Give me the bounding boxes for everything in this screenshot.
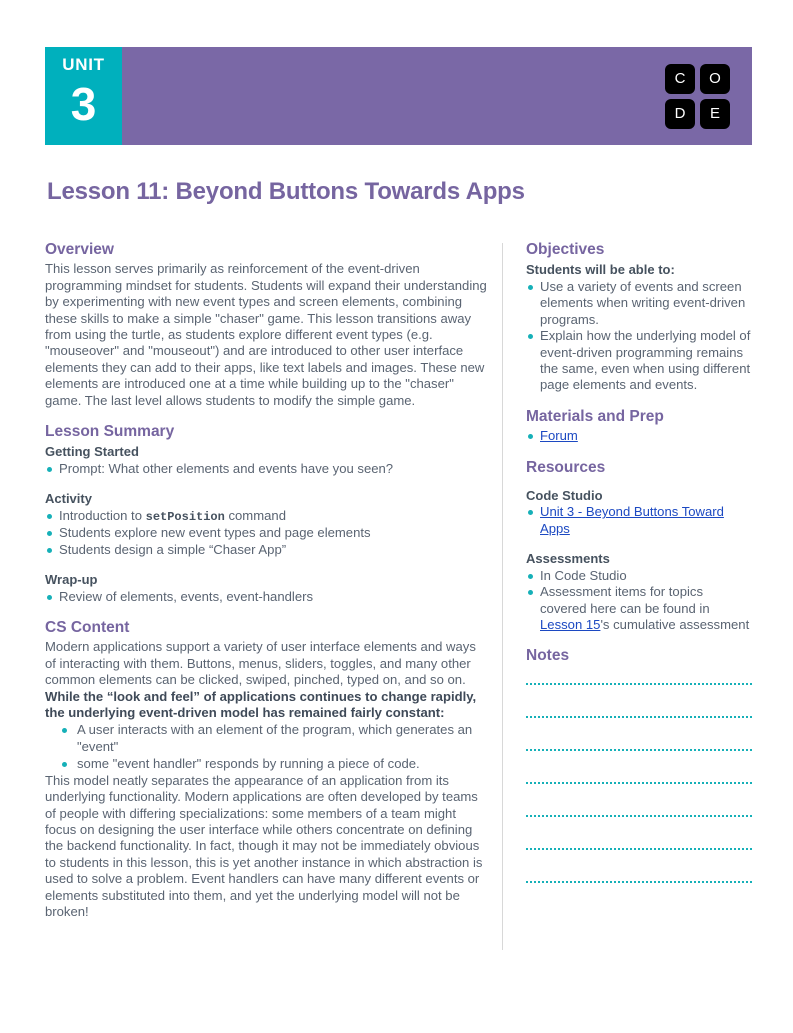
right-column: [526, 240, 752, 914]
cs-content-bullets: [45, 722, 488, 772]
spacer: [45, 605, 488, 618]
unit-header-banner: [45, 47, 752, 145]
objectives-heading: Objectives: [526, 241, 605, 258]
list-item: [45, 508, 488, 525]
list-item: Students design a simple “Chaser App”: [45, 542, 488, 558]
unit-badge: [45, 47, 122, 145]
activity-list: [45, 508, 488, 558]
list-item: Use a variety of events and screen elements when writing event-driven programs.: [526, 279, 752, 328]
list-item: some "event handler" responds by running a piece of code.: [45, 756, 488, 772]
objectives-subheading: Students will be able to:: [526, 262, 675, 278]
assessment-text-post: 's cumulative assessment: [600, 617, 750, 633]
resources-heading: Resources: [526, 458, 606, 476]
cs-content-para-1: [45, 639, 488, 721]
spacer: [526, 633, 752, 646]
header-spacer: [122, 47, 665, 145]
overview-heading: Overview: [45, 241, 114, 258]
activity-item-suffix: command: [224, 507, 286, 523]
logo-tile-d: D: [665, 99, 695, 129]
overview-body: This lesson serves primarily as reinforcement of the event-driven programming mindset for students. Students will expand their understanding by experimenting with new event types and screen elements, combining these skills to make a simple "chaser" game. This lesson transitions away from using the turtle, as students explore different event types (e.g. "mouseover" and "mouseout") and are introduced to other user interface elements they can add to their apps, like text labels and images. These new elements are introduced one at a time while building up to the "chaser" game. The last level allows students to modify the simple game.: [45, 261, 487, 408]
logo-tile-o: O: [700, 64, 730, 94]
list-item: Prompt: What other elements and events have you seen?: [45, 461, 488, 477]
lesson-summary-heading: Lesson Summary: [45, 423, 175, 441]
list-item: [526, 504, 752, 537]
note-line: [526, 815, 752, 848]
list-item: Review of elements, events, event-handlers: [45, 589, 488, 605]
forum-link[interactable]: Forum: [540, 428, 578, 444]
assessments-list: [526, 568, 752, 634]
cs-content-para-2: This model neatly separates the appearance of an application from its underlying functionality. Modern applications are often developed by teams of people with differing specializations: some members of a team might focus on designing the user interface while others concentrate on defining the backend functionality. In fact, though it may not be immediately obvious to students in this lesson, this is yet another instance in which abstraction is used to solve a problem. Event handlers can have many different events or elements substituted into them, and yet the underlying model will not be broken!: [45, 772, 483, 919]
column-divider: [502, 243, 503, 950]
materials-and-prep-heading: Materials and Prep: [526, 407, 664, 425]
list-item: [526, 428, 752, 444]
spacer: [45, 558, 488, 571]
getting-started-list: [45, 461, 488, 477]
note-line: [526, 782, 752, 815]
note-line: [526, 749, 752, 782]
list-item: Explain how the underlying model of event-driven programming remains the same, even when using different page elements and events.: [526, 328, 752, 394]
page-title: Lesson 11: Beyond Buttons Towards Apps: [47, 178, 525, 205]
activity-label: Activity: [45, 491, 92, 507]
notes-writing-area[interactable]: [526, 683, 752, 914]
spacer: [526, 537, 752, 550]
unit-label: UNIT: [62, 55, 105, 74]
cs-content-para-1-bold: While the “look and feel” of applications continues to change rapidly, the underlying event-driven model has remained fairly constant:: [45, 688, 477, 721]
inline-code-setposition: setPosition: [145, 509, 225, 524]
lesson-15-link[interactable]: Lesson 15: [540, 617, 601, 633]
getting-started-label: Getting Started: [45, 444, 139, 460]
objectives-list: [526, 279, 752, 394]
assessments-label: Assessments: [526, 551, 610, 567]
materials-list: [526, 428, 752, 444]
unit-3-resource-link[interactable]: Unit 3 - Beyond Buttons Toward Apps: [540, 504, 724, 536]
unit-number: 3: [70, 78, 97, 130]
notes-heading: Notes: [526, 647, 570, 665]
cs-content-para-1-normal: Modern applications support a variety of user interface elements and ways of interacting with them. Buttons, menus, sliders, toggles, and many other common elements can be clicked, swiped, pinched, typed on, and so on.: [45, 639, 476, 688]
spacer: [526, 445, 752, 458]
left-column: [45, 240, 488, 920]
list-item: [526, 584, 752, 633]
note-line: [526, 683, 752, 716]
spacer: [526, 479, 752, 487]
code-org-logo: [665, 64, 730, 129]
assessment-text-pre: Assessment items for topics covered here can be found in: [540, 584, 710, 616]
spacer: [45, 477, 488, 490]
code-studio-list: [526, 504, 752, 537]
note-line: [526, 848, 752, 881]
wrap-up-label: Wrap-up: [45, 572, 98, 588]
wrap-up-list: [45, 589, 488, 605]
note-line: [526, 716, 752, 749]
note-line: [526, 881, 752, 914]
activity-item-prefix: Introduction to: [59, 507, 146, 523]
code-studio-label: Code Studio: [526, 487, 603, 503]
list-item: A user interacts with an element of the program, which generates an "event": [45, 722, 488, 755]
spacer: [45, 409, 488, 422]
logo-tile-c: C: [665, 64, 695, 94]
list-item: Students explore new event types and page elements: [45, 525, 488, 541]
cs-content-heading: CS Content: [45, 619, 130, 637]
spacer: [526, 394, 752, 407]
logo-tile-e: E: [700, 99, 730, 129]
list-item: In Code Studio: [526, 568, 752, 584]
